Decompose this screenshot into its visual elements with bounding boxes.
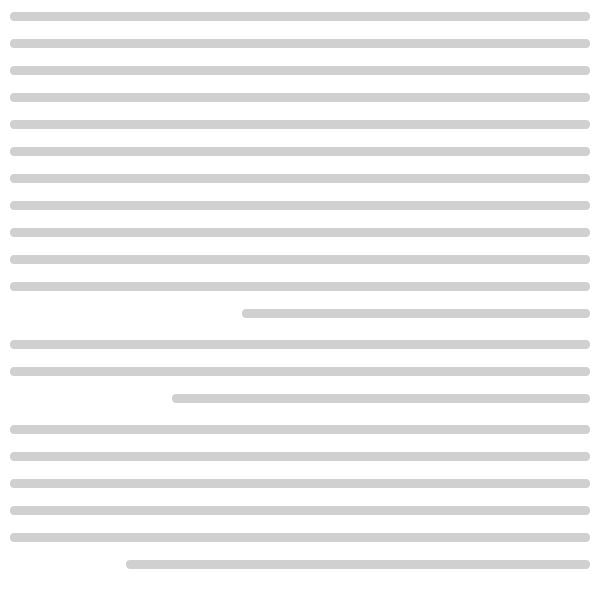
text-line-placeholder [10,33,590,54]
text-line-placeholder [10,276,590,297]
text-line-placeholder [10,303,590,324]
text-line-placeholder [10,473,590,494]
article-body [10,6,590,596]
text-line-placeholder [10,527,590,548]
text-line-placeholder [10,446,590,467]
text-line-placeholder [10,141,590,162]
text-line-placeholder [10,388,590,409]
paragraph-3 [10,419,590,575]
text-line-placeholder [10,500,590,521]
text-line-placeholder [10,419,590,440]
text-line-placeholder [10,334,590,355]
text-line-placeholder [10,6,590,27]
text-line-placeholder [10,195,590,216]
text-line-placeholder [10,60,590,81]
text-line-placeholder [10,249,590,270]
paragraph-2 [10,334,590,409]
text-line-placeholder [10,114,590,135]
text-line-placeholder [10,554,590,575]
paragraph-1 [10,6,590,324]
text-line-placeholder [10,361,590,382]
text-line-placeholder [10,87,590,108]
text-line-placeholder [10,222,590,243]
text-line-placeholder [10,168,590,189]
